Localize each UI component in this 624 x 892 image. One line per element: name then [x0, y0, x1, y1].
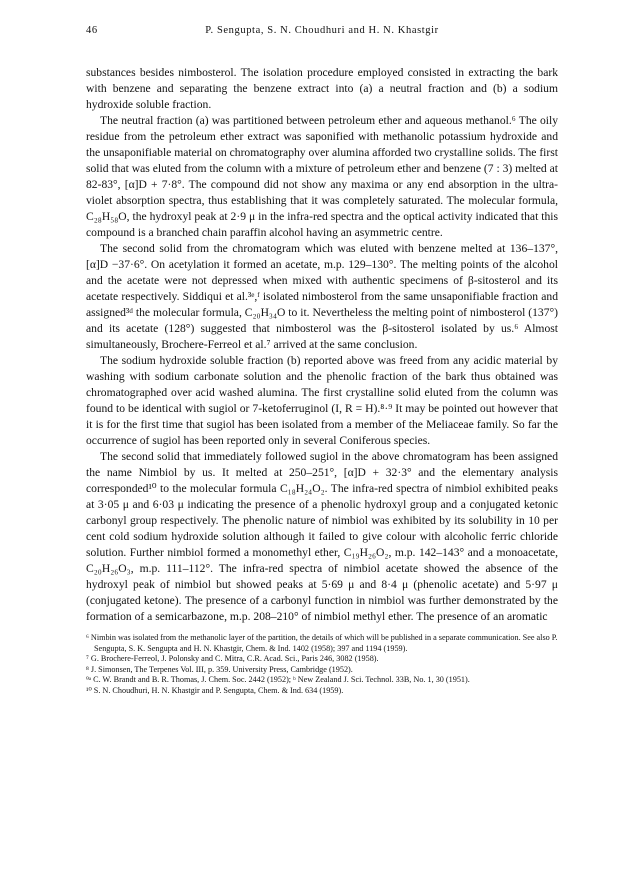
- footnote-10: ¹⁰ S. N. Choudhuri, H. N. Khastgir and P. Sengupta, Chem. & Ind. 634 (1959).: [86, 685, 344, 695]
- article-body: [86, 65, 558, 625]
- paragraph-2: The neutral fraction (a) was partitioned between petroleum ether and aqueous methanol.⁶ The oily residue from the petroleum ether extract was saponified with methanolic potassium hydroxide and the unsaponifiable material on chromatography over alumina afforded two crystalline solids. The first solid that was eluted from the column with a mixture of petroleum ether and benzene (7 : 3) melted at 82-83°, [α]D + 7·8°. The compound did not show any maxima or any end absorption in the ultra-violet absorption spectra, thus establishing that it was completely saturated. The molecular formula, C₂₈H₅₈O, the hydroxyl peak at 2·9 μ in the infra-red spectra and the optical activity indicated that this compound is a branched chain paraffin alcohol having an asymmetric centre.: [86, 114, 558, 239]
- running-head: P. Sengupta, S. N. Choudhuri and H. N. Khastgir: [205, 25, 439, 36]
- footnote-9: ⁹ᵃ C. W. Brandt and B. R. Thomas, J. Chem. Soc. 2442 (1952); ᵇ New Zealand J. Sci. Technol. 33B, No. 1, 30 (1951).: [86, 675, 470, 685]
- paragraph-4: The sodium hydroxide soluble fraction (b) reported above was freed from any acidic material by washing with sodium carbonate solution and the phenolic fraction of the bark thus obtained was chromatographed over acid washed alumina. The first crystalline solid eluted from the column was found to be identical with sugiol or 7-ketoferruginol (I, R = H).⁸·⁹ It may be pointed out however that it is for the first time that sugiol has been isolated from a member of the Meliaceae family. So far the occurrence of sugiol has been reported only in several Coniferous species.: [86, 354, 558, 447]
- page-number: 46: [86, 25, 98, 36]
- footnote-6: ⁶ Nimbin was isolated from the methanolic layer of the partition, the details of which will be published in a separate communication. See also P. Sengupta, S. K. Sengupta and H. N. Khastgir, Chem. & Ind. 1402 (1958); 397 and 1194 (1959).: [86, 633, 558, 653]
- footnotes: [86, 633, 558, 697]
- footnote-8: ⁸ J. Simonsen, The Terpenes Vol. III, p. 359. University Press, Cambridge (1952).: [86, 664, 353, 674]
- running-header: [86, 25, 558, 43]
- footnote-7: ⁷ G. Brochere-Ferreol, J. Polonsky and C. Mitra, C.R. Acad. Sci., Paris 246, 3082 (1958).: [86, 654, 379, 664]
- paragraph-1: substances besides nimbosterol. The isolation procedure employed consisted in extracting the bark with benzene and separating the benzene extract into (a) a neutral fraction and (b) a sodium hydroxide soluble fraction.: [86, 66, 558, 111]
- page: [86, 25, 558, 697]
- paragraph-3: The second solid from the chromatogram which was eluted with benzene melted at 136–137°, [α]D −37·6°. On acetylation it formed an acetate, m.p. 129–130°. The melting points of the alcohol and the acetate were not depressed when mixed with authentic specimens of β-sitosterol and its acetate respectively. Siddiqui et al.³ᵉ,ᶠ isolated nimbosterol from the same unsaponifiable fraction and assigned³ᵈ the molecular formula, C₂₀H₃₄O to it. Nevertheless the melting point of nimbosterol (137°) and its acetate (128°) suggested that nimbosterol was the β-sitosterol isolated by us.⁶ Almost simultaneously, Brochere-Ferreol et al.⁷ arrived at the same conclusion.: [86, 242, 558, 351]
- paragraph-5: The second solid that immediately followed sugiol in the above chromatogram has been assigned the name Nimbiol by us. It melted at 250–251°, [α]D + 32·3° and the elementary analysis corresponded¹⁰ to the molecular formula C₁₈H₂₄O₂. The infra-red spectra of nimbiol exhibited peaks at 3·05 μ and 6·03 μ indicating the presence of a phenolic hydroxyl group and a conjugated ketonic carbonyl group respectively. The phenolic nature of nimbiol was exhibited by its solubility in 10 per cent cold sodium hydroxide solution although it failed to give colour with alcoholic ferric chloride solution. Further nimbiol formed a monomethyl ether, C₁₉H₂₆O₂, m.p. 142–143° and a monoacetate, C₂₀H₂₆O₃, m.p. 111–112°. The infra-red spectra of nimbiol acetate showed the absence of the hydroxyl peak of nimbiol but showed peaks at 5·69 μ and 8·4 μ (phenolic acetate) and 5·97 μ (conjugated ketone). The presence of a carbonyl function in nimbiol was further demonstrated by the formation of a semicarbazone, m.p. 208–210° of nimbiol methyl ether. The presence of an aromatic: [86, 450, 558, 623]
